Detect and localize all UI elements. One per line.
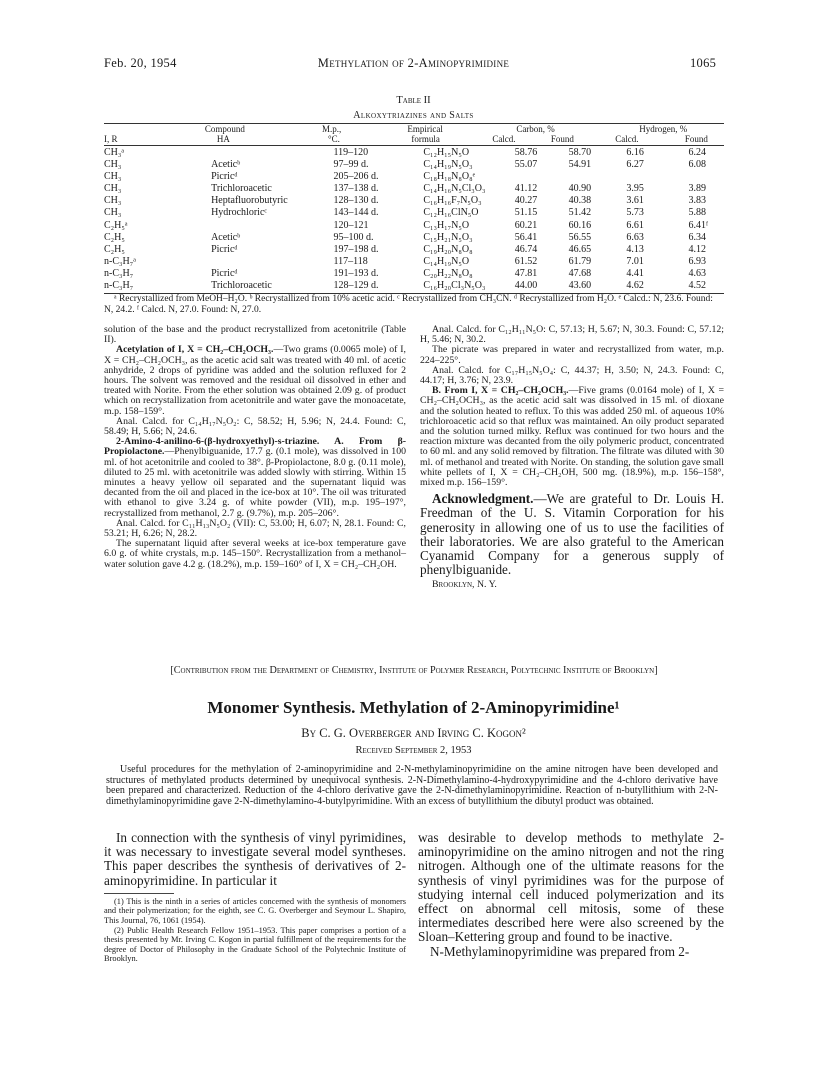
table-cell: 61.52 [514,255,538,267]
table-cell: 5.88 [688,207,707,219]
footnote-rule [104,893,174,894]
table-cell: CH₃ [104,195,122,207]
body-left-column [104,831,406,964]
table-cell: 4.13 [626,243,644,255]
table-cell: C₁₂H₁₆ClN₅O [423,207,479,219]
received-date: Received September 2, 1953 [355,745,472,756]
table-cell: 6.93 [688,255,707,267]
table-footnote: ᵃ Recrystallized from MeOH–H₂O. ᵇ Recrystallized from 10% acetic acid. ᶜ Recrystallized from CH₃CN. ᵈ Recrystallized from H₂O. ᵉ Calcd.: N, 23.6. Found: N, 24.2. ᶠ Calcd. N, 27.0. Found: N, 27.0. [104,294,713,315]
analysis-line: Anal. Calcd. for C₁₇H₁₅N₅O₄: C, 44.37; H, 3.50; N, 24.3. Found: C, 44.17; H, 3.76; N, 23.9. [420,364,724,387]
col-c-calcd: Calcd. [492,134,516,144]
contribution-line: [Contribution from the Department of Chemistry, Institute of Polymer Research, Polytechnic Institute of Brooklyn] [170,665,658,676]
table-cell: Picricᵈ [211,243,238,255]
table-cell: 119–120 [333,147,369,158]
col-formula: formula [411,134,440,144]
table-cell: 95–100 d. [333,231,374,243]
table-cell: 97–99 d. [333,159,369,171]
table-cell: 191–193 d. [333,267,379,279]
location: Brooklyn, N. Y. [432,579,497,591]
col-ha: HA [216,134,230,144]
table-caption: Alkoxytriazines and Salts [353,110,474,121]
section-heading: B. From I, X = CH₂–CH₂OCH₃. [432,385,569,397]
table-cell: Aceticᵇ [211,159,241,171]
table-cell: 120–121 [333,219,369,231]
section-heading: 2-Amino-4-anilino-6-(β-hydroxyethyl)-s-triazine. A. From β-Propiolactone. [104,436,406,458]
table-cell: C₁₉H₂₀N₈O₈ [423,243,473,255]
header-date: Feb. 20, 1954 [104,56,177,70]
table-cell: 3.61 [626,195,644,207]
table-row [104,183,724,195]
table-cell: 40.90 [568,183,592,195]
table-cell: 128–129 d. [333,280,379,292]
section-heading: Acetylation of I, X = CH₂–CH₂OCH₃. [116,344,274,356]
col-ir: I, R [104,134,118,144]
analysis-line: Anal. Calcd. for C₁₄H₁₇N₅O₂: C, 58.52; H, 5.96; N, 24.4. Found: C, 58.49; H, 5.66; N, 24.6. [104,415,406,438]
table-cell: C₁₆H₁₆F₇N₅O₃ [423,195,482,207]
table-cell: 4.63 [688,267,707,279]
table-cell: 60.16 [568,219,592,231]
table-cell: 6.41ᶠ [688,219,709,231]
table-cell: 117–118 [333,255,368,267]
table-row [104,244,724,256]
table-cell: 44.00 [514,280,538,292]
table-cell: C₁₄H₁₆N₅Cl₃O₃ [423,183,486,195]
table-cell: 4.12 [688,243,707,255]
table-cell: 197–198 d. [333,243,379,255]
table-cell: C₁₃H₁₇N₅O [423,219,470,231]
table-cell: 56.41 [514,231,538,243]
table-cell: n-C₃H₇ [104,280,134,292]
table-row [104,220,724,232]
table-cell: 46.74 [514,243,538,255]
article-authors: By C. G. Overberger and Irving C. Kogon² [301,726,526,740]
table-cell: 43.60 [568,280,592,292]
table-cell: CH₃ [104,171,122,183]
table-cell: n-C₃H₇ᵃ [104,255,136,267]
paragraph: B. From I, X = CH₂–CH₂OCH₃.—Five grams (0.0164 mole) of I, X = CH₂–CH₂OCH₃, as the acetic acid salt was dissolved in 15 ml. of dioxane and the solution heated to reflux. To this was added 250 ml. of aqueous 10% trichloroacetic acid so that reflux was maintained. An oily product separated and the solution turned milky. Reflux was continued for two hours and the reaction mixture was decanted from the oily polymeric product, concentrated to 60 ml. and any solid removed by filtration. The filtrate was diluted with 30 ml. of methanol and treated with Norite. On standing, the solution gave small white pellets of I, X = CH₂–CH₂OH, 500 mg. (18.9%), m.p. 156–158°, mixed m.p. 156–159°. [420,385,724,489]
table-cell: 6.16 [626,147,644,158]
acknowledgment: Acknowledgment.—We are grateful to Dr. Louis H. Freedman of the U. S. Vitamin Corporation for his generosity in allowing one of us to use the facilities of their laboratories. We are also grateful to the American Cyanamid Company for a generous supply of phenylbiguanide. [420,491,724,578]
right-column [420,325,724,591]
table-cell: 61.79 [568,255,592,267]
table-cell: 6.61 [626,219,644,231]
table-cell: 51.42 [568,207,592,219]
table-cell: C₁₄H₁₉N₅O [423,255,470,267]
table-cell: CH₃ [104,159,122,171]
header-page-number: 1065 [690,56,717,70]
table-row [104,232,724,244]
table-cell [151,147,319,159]
footnotes [104,897,406,964]
table-cell: 47.81 [514,267,538,279]
paragraph: The picrate was prepared in water and recrystallized from water, m.p. 224–225°. [420,344,724,366]
table-cell: 205–206 d. [333,171,379,183]
table-cell: 58.70 [568,147,592,158]
table-cell: 6.27 [626,159,644,171]
table-cell: C₁₅H₂₁N₅O₃ [423,231,473,243]
table-cell: 143–144 d. [333,207,379,219]
table-cell: C₁₄H₁₉N₅O₃ [423,159,473,171]
table-cell: Heptafluorobutyric [211,195,288,207]
table-cell: CH₃ [104,183,122,195]
analysis-line: Anal. Calcd. for C₁₁H₁₃N₅O₂ (VII): C, 53.00; H, 6.07; N, 28.1. Found: C, 53.21; H, 6.26; N, 28.2. [104,517,406,540]
table-cell: 54.91 [568,159,592,171]
table-cell: C₂H₅ [104,243,125,255]
col-empirical: Empirical [407,124,443,134]
article-title: Monomer Synthesis. Methylation of 2-Aminopyrimidine¹ [207,698,620,717]
table-row [104,256,724,268]
table-cell [509,171,555,183]
table-cell: 4.41 [626,267,644,279]
footnote-1: (1) This is the ninth in a series of articles concerned with the synthesis of monomers and their polymerization; for the eighth, see C. G. Overberger and Seymour L. Shapiro, This Journal, 76, 1061 (1954). [104,896,406,925]
table-cell: 60.21 [514,219,538,231]
table-cell: Trichloroacetic [211,183,272,195]
col-carbon: Carbon, % [516,124,555,134]
table-row [104,207,724,219]
table-cell: Picricᵈ [211,171,238,183]
table-cell: 5.73 [626,207,644,219]
col-h-calcd: Calcd. [615,134,639,144]
paragraph: The supernatant liquid after several weeks at ice-box temperature gave 6.0 g. of white crystals, m.p. 145–150°. Recrystallization from a methanol–water solution gave 4.2 g. (18.2%), m.p. 159–160° of I, X = CH₂–CH₂OH. [104,538,406,570]
table-cell: C₁₆H₂₀Cl₃N₅O₃ [423,280,486,292]
table-cell: 47.68 [568,267,592,279]
paragraph: 2-Amino-4-anilino-6-(β-hydroxyethyl)-s-triazine. A. From β-Propiolactone.—Phenylbiguanide, 17.7 g. (0.1 mole), was dissolved in 100 ml. of hot acetonitrile and cooled to 38°. β-Propiolactone, 8.0 g. (0.11 mole), diluted to 25 ml. with acetonitrile was added slowly with stirring. Within 15 minutes a heavy yellow oil separated and the supernatant liquid was decanted from the oil and placed in the ice-box at 10°. The oil was triturated with ethanol to give 3.24 g. of white powder (VII), m.p. 195–197°, recrystallized from methanol, 2.7 g. (9.7%), m.p. 205–206°. [104,436,406,519]
paragraph: N-Methylaminopyrimidine was prepared from 2- [430,943,690,959]
left-column [104,325,406,570]
table-cell: Trichloroacetic [211,280,272,292]
table-cell: 58.76 [514,147,538,158]
col-compound: Compound [204,124,245,134]
footnote-2: (2) Public Health Research Fellow 1951–1953. This paper comprises a portion of a thesis presented by Mr. Irving C. Kogon in partial fulfillment of the requirements for the degree of Doctor of Philosophy in the Graduate School of the Polytechnic Institute of Brooklyn. [104,925,406,964]
col-h-found: Found [684,134,708,144]
table-row [104,268,724,280]
table-cell: 40.27 [514,195,538,207]
col-mp-unit: °C. [328,134,340,144]
table-row [104,171,724,183]
table-label: Table II [396,95,431,106]
table-cell: 41.12 [514,183,538,195]
paragraph: In connection with the synthesis of vinyl pyrimidines, it was necessary to investigate several model syntheses. This paper describes the synthesis of derivatives of 2-aminopyrimidine. In particular it [104,830,406,888]
table-cell: 55.07 [514,159,538,171]
analysis-line: Anal. Calcd. for C₁₂H₁₁N₅O: C, 57.13; H, 5.67; N, 30.3. Found: C, 57.12; H, 5.46; N, 30.2. [420,324,724,346]
table-row [104,147,724,159]
table-cell: 56.55 [568,231,592,243]
table-cell: 4.52 [688,280,707,292]
table-cell: 3.89 [688,183,707,195]
table-body [104,147,724,292]
table-cell: 6.08 [688,159,707,171]
table-cell: 6.63 [626,231,644,243]
table-cell [608,171,664,183]
table-cell: 4.62 [626,280,644,292]
header-title: Methylation of 2-Aminopyrimidine [317,56,510,70]
col-hydrogen: Hydrogen, % [639,124,688,134]
table-cell [555,171,609,183]
table-cell: C₂₀H₂₂N₈O₈ [423,267,473,279]
table-cell: 46.65 [568,243,592,255]
table-cell [151,220,319,232]
abstract: Useful procedures for the methylation of 2-aminopyrimidine and 2-N-methylaminopyrimidine on the amine nitrogen have been developed and structures of methylated products determined by unequivocal synthesis. 2-N-Dimethylamino-4-hydroxypyrimidine and the 4-chloro derivative have been prepared and characterized. Reduction of the 4-chloro derivative gave the 2-N-dimethylaminopyrimidine. Reaction of n-butyllithium with 2-N-dimethylaminopyrimidine gave 2-N-dimethylamino-4-butylpyrimidine. With an excess of butyllithium the dibutyl product was obtained. [106,764,718,807]
table-cell [665,171,724,183]
table-cell [151,256,319,268]
paragraph: solution of the base and the product recrystallized from acetonitrile (Table II). [104,324,406,346]
paragraph: was desirable to develop methods to methylate 2-aminopyrimidine on the amino nitrogen and not the ring nitrogen. Although one of the ultimate reasons for the synthesis of vinyl pyrimidines was for the purpose of studying internal cell induced polymerization and its effect on abnormal cell mitosis, some of these intermediates described here were also screened by the Sloan–Kettering group and found to be inactive. [418,830,724,945]
table-cell: C₂H₅ᵃ [104,219,128,231]
col-c-found: Found [550,134,574,144]
table-cell: 128–130 d. [333,195,379,207]
table-cell: C₁₂H₁₅N₅O [423,147,470,158]
col-mp: M.p., [322,124,342,134]
table-cell: 137–138 d. [333,183,379,195]
table-cell: 7.01 [626,255,644,267]
table-cell: 51.15 [514,207,538,219]
table-cell: C₂H₅ [104,231,125,243]
table-cell: 6.34 [688,231,707,243]
table-cell: 3.95 [626,183,644,195]
table-row [104,195,724,207]
table-cell: Aceticᵇ [211,231,241,243]
table-cell: 6.24 [688,147,707,158]
body-right-column [418,831,724,959]
table-row [104,280,724,292]
paragraph: Acetylation of I, X = CH₂–CH₂OCH₃.—Two grams (0.0065 mole) of I, X = CH₂–CH₂OCH₃, as the acetic acid salt was treated with 40 ml. of acetic anhydride, 2 drops of pyridine was added and the solution refluxed for 2 hours. The solvent was removed and the residual oil dissolved in ether and treated with Norite. From the ether solution was obtained 2.09 g. of product which on recrystallization from acetonitrile and water gave the monoacetate, m.p. 158–159°. [104,344,407,417]
table-cell: 40.38 [568,195,592,207]
table-row [104,159,724,171]
table-cell: CH₃ᵃ [104,147,125,158]
table-cell: C₁₈H₁₈N₈O₈ᵉ [423,171,476,183]
table-cell: n-C₃H₇ [104,267,134,279]
table-header [104,124,724,144]
table-cell: CH₃ [104,207,122,219]
table-cell: 3.83 [688,195,707,207]
table-cell: Hydrochloricᶜ [211,207,267,219]
table-cell: Picricᵈ [211,267,238,279]
